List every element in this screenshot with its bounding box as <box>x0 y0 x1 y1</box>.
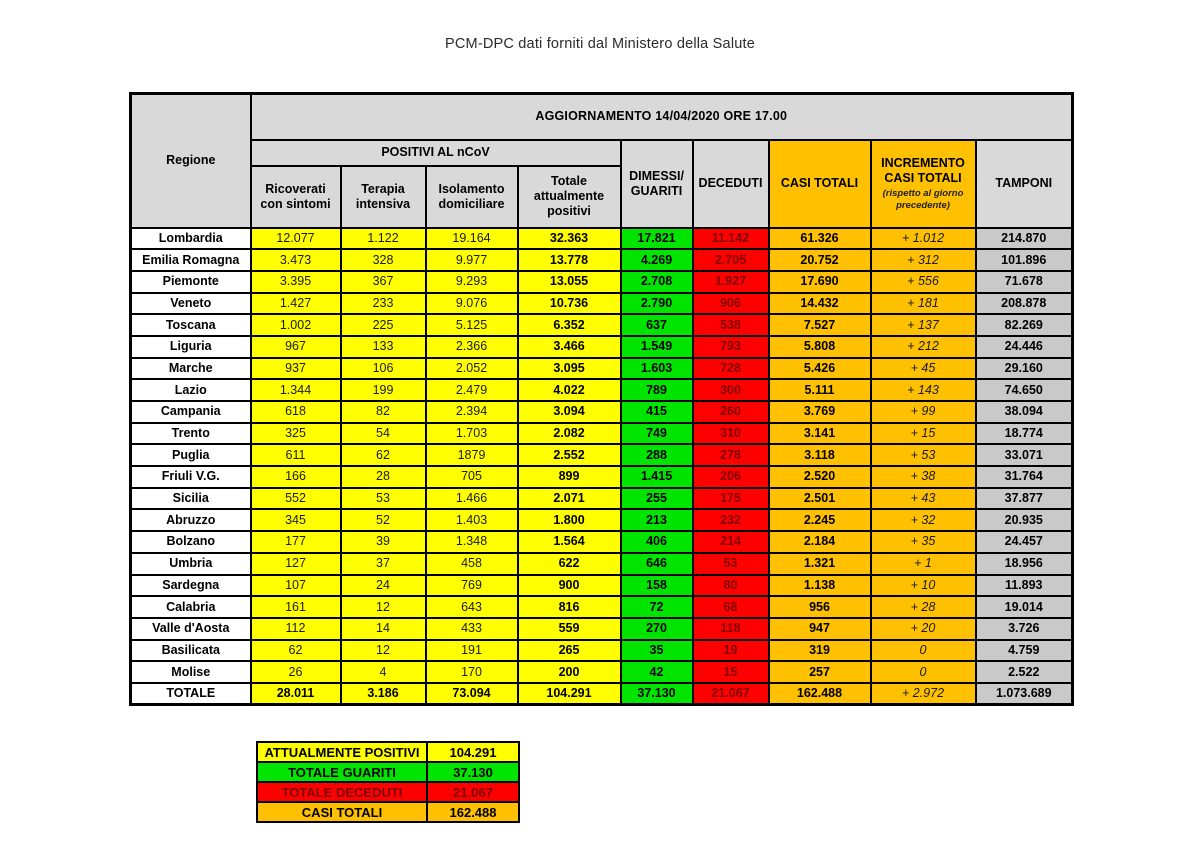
value-cell: 37.130 <box>621 683 693 705</box>
value-cell: 24 <box>341 575 426 597</box>
value-cell: 2.479 <box>426 379 518 401</box>
value-cell: 1.348 <box>426 531 518 553</box>
table-row <box>131 618 1073 640</box>
value-cell: 1.927 <box>693 271 769 293</box>
value-cell: 3.141 <box>769 423 871 445</box>
value-cell: 433 <box>426 618 518 640</box>
value-cell: 947 <box>769 618 871 640</box>
value-cell: 225 <box>341 314 426 336</box>
value-cell: 200 <box>518 661 621 683</box>
region-cell: Valle d'Aosta <box>131 618 251 640</box>
value-cell: 2.708 <box>621 271 693 293</box>
value-cell: 72 <box>621 596 693 618</box>
table-row <box>131 509 1073 531</box>
value-cell: 1.549 <box>621 336 693 358</box>
value-cell: 7.527 <box>769 314 871 336</box>
value-cell: 538 <box>693 314 769 336</box>
value-cell: 73.094 <box>426 683 518 705</box>
value-cell: 2.366 <box>426 336 518 358</box>
header-incremento <box>871 140 976 228</box>
region-cell: Lazio <box>131 379 251 401</box>
value-cell: 789 <box>621 379 693 401</box>
region-cell: Lombardia <box>131 228 251 250</box>
table-row <box>131 466 1073 488</box>
value-cell: 53 <box>341 488 426 510</box>
value-cell: 622 <box>518 553 621 575</box>
table-row <box>131 661 1073 683</box>
page-title: PCM-DPC dati forniti dal Ministero della Salute <box>445 36 755 52</box>
value-cell: 18.956 <box>976 553 1073 575</box>
value-cell: 208.878 <box>976 293 1073 315</box>
value-cell: 17.821 <box>621 228 693 250</box>
value-cell: 937 <box>251 358 341 380</box>
region-cell: Friuli V.G. <box>131 466 251 488</box>
legend-row <box>257 762 519 782</box>
value-cell: 42 <box>621 661 693 683</box>
value-cell: 559 <box>518 618 621 640</box>
value-cell: 71.678 <box>976 271 1073 293</box>
header-casi-totali: CASI TOTALI <box>769 140 871 228</box>
value-cell: 288 <box>621 444 693 466</box>
table-row <box>131 249 1073 271</box>
value-cell: 10.736 <box>518 293 621 315</box>
value-cell: 300 <box>693 379 769 401</box>
value-cell: + 10 <box>871 575 976 597</box>
legend-label: TOTALE GUARITI <box>257 762 427 782</box>
value-cell: 3.473 <box>251 249 341 271</box>
value-cell: 9.293 <box>426 271 518 293</box>
value-cell: 260 <box>693 401 769 423</box>
value-cell: 28.011 <box>251 683 341 705</box>
value-cell: 177 <box>251 531 341 553</box>
value-cell: 4.022 <box>518 379 621 401</box>
group-header-row <box>131 140 1073 166</box>
value-cell: 4 <box>341 661 426 683</box>
table-row <box>131 531 1073 553</box>
value-cell: 214.870 <box>976 228 1073 250</box>
update-banner: AGGIORNAMENTO 14/04/2020 ORE 17.00 <box>251 94 1073 140</box>
value-cell: 415 <box>621 401 693 423</box>
value-cell: 13.055 <box>518 271 621 293</box>
value-cell: 35 <box>621 640 693 662</box>
value-cell: 106 <box>341 358 426 380</box>
value-cell: 906 <box>693 293 769 315</box>
value-cell: 19.164 <box>426 228 518 250</box>
value-cell: 19 <box>693 640 769 662</box>
legend-label: ATTUALMENTE POSITIVI <box>257 742 427 762</box>
value-cell: 12 <box>341 596 426 618</box>
value-cell: + 15 <box>871 423 976 445</box>
value-cell: 1.122 <box>341 228 426 250</box>
value-cell: 816 <box>518 596 621 618</box>
value-cell: 1.002 <box>251 314 341 336</box>
value-cell: 54 <box>341 423 426 445</box>
value-cell: 769 <box>426 575 518 597</box>
value-cell: 3.466 <box>518 336 621 358</box>
table-row <box>131 575 1073 597</box>
value-cell: 62 <box>341 444 426 466</box>
value-cell: 1.800 <box>518 509 621 531</box>
value-cell: 68 <box>693 596 769 618</box>
legend-row <box>257 782 519 802</box>
value-cell: 1.415 <box>621 466 693 488</box>
table-row <box>131 596 1073 618</box>
table-row <box>131 553 1073 575</box>
legend-body <box>257 742 519 822</box>
value-cell: 1.466 <box>426 488 518 510</box>
value-cell: 5.125 <box>426 314 518 336</box>
region-cell: Piemonte <box>131 271 251 293</box>
value-cell: 3.095 <box>518 358 621 380</box>
table-row <box>131 379 1073 401</box>
value-cell: 82 <box>341 401 426 423</box>
value-cell: 175 <box>693 488 769 510</box>
value-cell: + 32 <box>871 509 976 531</box>
header-incremento-main: INCREMENTO CASI TOTALI <box>881 156 965 186</box>
value-cell: 956 <box>769 596 871 618</box>
value-cell: 345 <box>251 509 341 531</box>
value-cell: 2.184 <box>769 531 871 553</box>
value-cell: 162.488 <box>769 683 871 705</box>
value-cell: 170 <box>426 661 518 683</box>
value-cell: 80 <box>693 575 769 597</box>
total-row <box>131 683 1073 705</box>
value-cell: 2.522 <box>976 661 1073 683</box>
header-tamponi: TAMPONI <box>976 140 1073 228</box>
legend-label: TOTALE DECEDUTI <box>257 782 427 802</box>
value-cell: 2.071 <box>518 488 621 510</box>
value-cell: 1.427 <box>251 293 341 315</box>
table-row <box>131 401 1073 423</box>
region-cell: Calabria <box>131 596 251 618</box>
value-cell: 310 <box>693 423 769 445</box>
region-cell: Basilicata <box>131 640 251 662</box>
legend-value: 162.488 <box>427 802 519 822</box>
value-cell: + 20 <box>871 618 976 640</box>
region-cell: TOTALE <box>131 683 251 705</box>
region-cell: Toscana <box>131 314 251 336</box>
value-cell: 637 <box>621 314 693 336</box>
header-incremento-sub: (rispetto al giorno precedente) <box>882 188 964 211</box>
value-cell: 4.759 <box>976 640 1073 662</box>
table-row <box>131 423 1073 445</box>
value-cell: 101.896 <box>976 249 1073 271</box>
value-cell: 2.705 <box>693 249 769 271</box>
value-cell: 206 <box>693 466 769 488</box>
table-row <box>131 314 1073 336</box>
region-cell: Bolzano <box>131 531 251 553</box>
table-row <box>131 336 1073 358</box>
value-cell: 82.269 <box>976 314 1073 336</box>
value-cell: 2.520 <box>769 466 871 488</box>
value-cell: + 181 <box>871 293 976 315</box>
value-cell: 158 <box>621 575 693 597</box>
value-cell: 24.457 <box>976 531 1073 553</box>
value-cell: + 43 <box>871 488 976 510</box>
region-cell: Sicilia <box>131 488 251 510</box>
value-cell: 793 <box>693 336 769 358</box>
value-cell: 278 <box>693 444 769 466</box>
value-cell: + 53 <box>871 444 976 466</box>
table-body <box>131 228 1073 683</box>
region-cell: Marche <box>131 358 251 380</box>
value-cell: + 1 <box>871 553 976 575</box>
value-cell: 618 <box>251 401 341 423</box>
value-cell: 967 <box>251 336 341 358</box>
header-ricoverati: Ricoverati con sintomi <box>251 166 341 228</box>
value-cell: 20.752 <box>769 249 871 271</box>
value-cell: 39 <box>341 531 426 553</box>
value-cell: + 556 <box>871 271 976 293</box>
value-cell: 1.703 <box>426 423 518 445</box>
value-cell: 319 <box>769 640 871 662</box>
value-cell: 37.877 <box>976 488 1073 510</box>
value-cell: 2.082 <box>518 423 621 445</box>
value-cell: 38.094 <box>976 401 1073 423</box>
value-cell: 900 <box>518 575 621 597</box>
covid-data-table <box>129 92 1074 706</box>
table-row <box>131 293 1073 315</box>
value-cell: 749 <box>621 423 693 445</box>
region-cell: Umbria <box>131 553 251 575</box>
value-cell: 3.395 <box>251 271 341 293</box>
value-cell: 161 <box>251 596 341 618</box>
value-cell: 1.138 <box>769 575 871 597</box>
region-cell: Emilia Romagna <box>131 249 251 271</box>
table-row <box>131 488 1073 510</box>
value-cell: 104.291 <box>518 683 621 705</box>
value-cell: 646 <box>621 553 693 575</box>
table-row <box>131 228 1073 250</box>
value-cell: 199 <box>341 379 426 401</box>
value-cell: 1.403 <box>426 509 518 531</box>
value-cell: 214 <box>693 531 769 553</box>
legend-value: 104.291 <box>427 742 519 762</box>
value-cell: 12.077 <box>251 228 341 250</box>
legend-value: 37.130 <box>427 762 519 782</box>
value-cell: + 137 <box>871 314 976 336</box>
value-cell: 9.977 <box>426 249 518 271</box>
region-cell: Puglia <box>131 444 251 466</box>
value-cell: 611 <box>251 444 341 466</box>
value-cell: 74.650 <box>976 379 1073 401</box>
value-cell: 37 <box>341 553 426 575</box>
value-cell: 1.603 <box>621 358 693 380</box>
header-regione: Regione <box>131 94 251 228</box>
value-cell: 2.052 <box>426 358 518 380</box>
value-cell: 705 <box>426 466 518 488</box>
value-cell: 3.118 <box>769 444 871 466</box>
value-cell: + 312 <box>871 249 976 271</box>
legend <box>256 741 520 823</box>
value-cell: + 28 <box>871 596 976 618</box>
header-terapia-intensiva: Terapia intensiva <box>341 166 426 228</box>
value-cell: 643 <box>426 596 518 618</box>
region-cell: Trento <box>131 423 251 445</box>
value-cell: 33.071 <box>976 444 1073 466</box>
region-cell: Sardegna <box>131 575 251 597</box>
header-deceduti: DECEDUTI <box>693 140 769 228</box>
value-cell: + 38 <box>871 466 976 488</box>
legend-row <box>257 802 519 822</box>
value-cell: 2.790 <box>621 293 693 315</box>
value-cell: 28 <box>341 466 426 488</box>
value-cell: 112 <box>251 618 341 640</box>
value-cell: 191 <box>426 640 518 662</box>
table-row <box>131 358 1073 380</box>
table-row <box>131 271 1073 293</box>
table-row <box>131 640 1073 662</box>
value-cell: + 143 <box>871 379 976 401</box>
legend-label: CASI TOTALI <box>257 802 427 822</box>
value-cell: 1.073.689 <box>976 683 1073 705</box>
value-cell: 11.142 <box>693 228 769 250</box>
value-cell: 0 <box>871 640 976 662</box>
value-cell: 26 <box>251 661 341 683</box>
value-cell: 31.764 <box>976 466 1073 488</box>
value-cell: 899 <box>518 466 621 488</box>
value-cell: 325 <box>251 423 341 445</box>
value-cell: 17.690 <box>769 271 871 293</box>
value-cell: 3.769 <box>769 401 871 423</box>
value-cell: 257 <box>769 661 871 683</box>
header-dimessi-guariti: DIMESSI/ GUARITI <box>621 140 693 228</box>
value-cell: + 2.972 <box>871 683 976 705</box>
value-cell: 118 <box>693 618 769 640</box>
value-cell: 24.446 <box>976 336 1073 358</box>
value-cell: 2.501 <box>769 488 871 510</box>
value-cell: 5.111 <box>769 379 871 401</box>
value-cell: 18.774 <box>976 423 1073 445</box>
value-cell: 728 <box>693 358 769 380</box>
region-cell: Molise <box>131 661 251 683</box>
value-cell: 127 <box>251 553 341 575</box>
value-cell: + 99 <box>871 401 976 423</box>
region-cell: Abruzzo <box>131 509 251 531</box>
legend-value: 21.067 <box>427 782 519 802</box>
value-cell: + 45 <box>871 358 976 380</box>
value-cell: 107 <box>251 575 341 597</box>
value-cell: 4.269 <box>621 249 693 271</box>
value-cell: + 1.012 <box>871 228 976 250</box>
value-cell: 233 <box>341 293 426 315</box>
value-cell: 11.893 <box>976 575 1073 597</box>
value-cell: 2.552 <box>518 444 621 466</box>
value-cell: 1.321 <box>769 553 871 575</box>
value-cell: 270 <box>621 618 693 640</box>
value-cell: 14.432 <box>769 293 871 315</box>
value-cell: 62 <box>251 640 341 662</box>
value-cell: 15 <box>693 661 769 683</box>
header-positivi-group: POSITIVI AL nCoV <box>251 140 621 166</box>
value-cell: 552 <box>251 488 341 510</box>
value-cell: 1.564 <box>518 531 621 553</box>
value-cell: 6.352 <box>518 314 621 336</box>
value-cell: 0 <box>871 661 976 683</box>
value-cell: 53 <box>693 553 769 575</box>
value-cell: 367 <box>341 271 426 293</box>
value-cell: 9.076 <box>426 293 518 315</box>
value-cell: 406 <box>621 531 693 553</box>
value-cell: 458 <box>426 553 518 575</box>
value-cell: 213 <box>621 509 693 531</box>
value-cell: 12 <box>341 640 426 662</box>
legend-row <box>257 742 519 762</box>
value-cell: 133 <box>341 336 426 358</box>
banner-row <box>131 94 1073 140</box>
value-cell: 255 <box>621 488 693 510</box>
region-cell: Veneto <box>131 293 251 315</box>
value-cell: 5.426 <box>769 358 871 380</box>
value-cell: 1879 <box>426 444 518 466</box>
value-cell: 5.808 <box>769 336 871 358</box>
value-cell: 3.094 <box>518 401 621 423</box>
header-totale-positivi: Totale attualmente positivi <box>518 166 621 228</box>
value-cell: 2.394 <box>426 401 518 423</box>
value-cell: 1.344 <box>251 379 341 401</box>
value-cell: + 35 <box>871 531 976 553</box>
value-cell: + 212 <box>871 336 976 358</box>
value-cell: 166 <box>251 466 341 488</box>
value-cell: 29.160 <box>976 358 1073 380</box>
value-cell: 32.363 <box>518 228 621 250</box>
value-cell: 61.326 <box>769 228 871 250</box>
region-cell: Campania <box>131 401 251 423</box>
value-cell: 20.935 <box>976 509 1073 531</box>
region-cell: Liguria <box>131 336 251 358</box>
value-cell: 21.067 <box>693 683 769 705</box>
value-cell: 232 <box>693 509 769 531</box>
table-row <box>131 444 1073 466</box>
value-cell: 14 <box>341 618 426 640</box>
value-cell: 2.245 <box>769 509 871 531</box>
value-cell: 52 <box>341 509 426 531</box>
value-cell: 328 <box>341 249 426 271</box>
value-cell: 3.726 <box>976 618 1073 640</box>
value-cell: 3.186 <box>341 683 426 705</box>
value-cell: 265 <box>518 640 621 662</box>
header-isolamento: Isolamento domiciliare <box>426 166 518 228</box>
value-cell: 19.014 <box>976 596 1073 618</box>
value-cell: 13.778 <box>518 249 621 271</box>
